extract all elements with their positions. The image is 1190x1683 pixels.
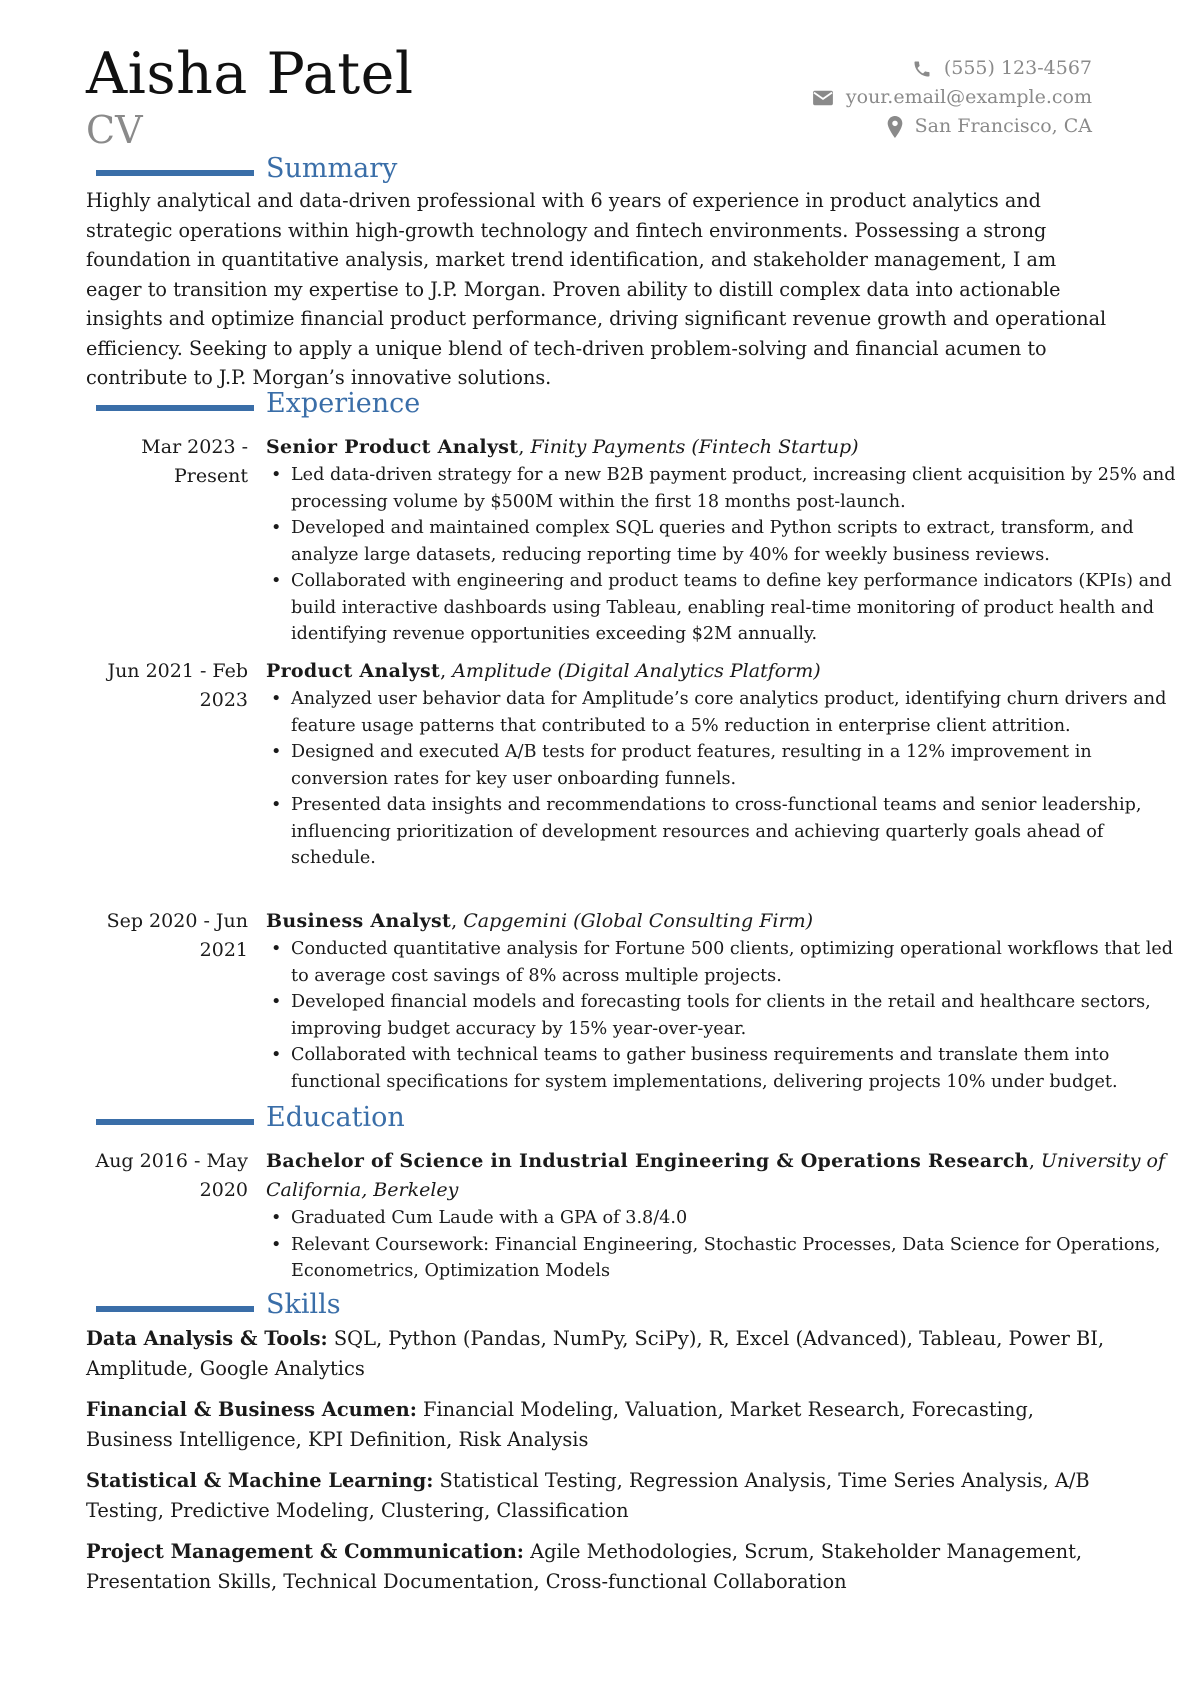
skill-label: Financial & Business Acumen: <box>86 1398 417 1421</box>
entry-heading: Business Analyst, Capgemini (Global Consulting Firm) <box>266 910 813 932</box>
document-subtitle: CV <box>86 108 143 152</box>
section-title: Summary <box>266 153 398 184</box>
skill-values: Financial Modeling, Valuation, Market Research, Forecasting, Business Intelligence, KPI Definition, Risk Analysis <box>86 1398 1034 1451</box>
envelope-icon <box>812 89 834 107</box>
skill-values: Agile Methodologies, Scrum, Stakeholder Management, Presentation Skills, Technical Documentation, Cross-functional Collaboration <box>86 1540 1083 1593</box>
section-title: Skills <box>266 1289 341 1320</box>
skill-label: Project Management & Communication: <box>86 1540 524 1563</box>
entry-date: Jun 2021 - Feb 2023 <box>107 660 248 711</box>
section-title: Experience <box>266 388 421 419</box>
skill-values: Statistical Testing, Regression Analysis, Time Series Analysis, A/B Testing, Predictive Modeling, Clustering, Classification <box>86 1469 1090 1522</box>
entry-body <box>266 907 1186 1095</box>
contact-email[interactable] <box>812 83 1092 112</box>
entry-heading: Product Analyst, Amplitude (Digital Analytics Platform) <box>266 660 821 682</box>
skill-label: Statistical & Machine Learning: <box>86 1469 434 1492</box>
contact-phone <box>812 54 1092 83</box>
skill-group <box>86 1395 1118 1454</box>
bullet-item: • Conducted quantitative analysis for Fortune 500 clients, optimizing operational workflows that led to average cost savings of 8% across multiple projects. <box>266 936 1186 989</box>
location-text: San Francisco, CA <box>914 115 1092 137</box>
map-pin-icon <box>887 116 903 138</box>
bullet-item: • Collaborated with engineering and product teams to define key performance indicators (KPIs) and build interactive dashboards using Tableau, enabling real-time monitoring of product health and identifying revenue opportunities exceeding $2M annually. <box>266 568 1186 648</box>
section-accent-bar <box>96 405 254 411</box>
bullet-item: • Graduated Cum Laude with a GPA of 3.8/4.0 <box>266 1205 1186 1232</box>
summary-paragraph: Highly analytical and data-driven professional with 6 years of experience in product analytics and strategic operations within high-growth technology and fintech environments. Possessing a strong foundation in quantitative analysis, market trend identification, and stakeholder management, I am eager to transition my expertise to J.P. Morgan. Proven ability to distill complex data into actionable insights and optimize financial product performance, driving significant revenue growth and operational efficiency. Seeking to apply a unique blend of tech-driven problem-solving and financial acumen to contribute to J.P. Morgan’s innovative solutions. <box>86 189 1107 389</box>
degree-title: Bachelor of Science in Industrial Engineering & Operations Research <box>266 1150 1029 1172</box>
section-accent-bar <box>96 1306 254 1312</box>
phone-text: (555) 123-4567 <box>943 57 1092 79</box>
bullet-item: • Analyzed user behavior data for Amplitude’s core analytics product, identifying churn drivers and feature usage patterns that contributed to a 5% reduction in enterprise client attrition. <box>266 686 1186 739</box>
bullet-list <box>266 936 1186 1095</box>
bullet-item: • Developed and maintained complex SQL queries and Python scripts to extract, transform, and analyze large datasets, reducing reporting time by 40% for weekly business reviews. <box>266 515 1186 568</box>
bullet-item: • Designed and executed A/B tests for product features, resulting in a 12% improvement in conversion rates for key user onboarding funnels. <box>266 739 1186 792</box>
organization: Finity Payments (Fintech Startup) <box>530 436 859 458</box>
skill-group <box>86 1324 1118 1383</box>
job-title: Business Analyst <box>266 910 452 932</box>
entry-body <box>266 657 1186 872</box>
institution: University of California, Berkeley <box>266 1150 1165 1201</box>
skill-group <box>86 1537 1118 1596</box>
entry-heading: Bachelor of Science in Industrial Engineering & Operations Research, University of California, Berkeley <box>266 1150 1165 1201</box>
entry-body <box>266 433 1186 648</box>
bullet-item: • Developed financial models and forecasting tools for clients in the retail and healthcare sectors, improving budget accuracy by 15% year-over-year. <box>266 989 1186 1042</box>
bullet-item: • Led data-driven strategy for a new B2B payment product, increasing client acquisition by 25% and processing volume by $500M within the first 18 months post-launch. <box>266 462 1186 515</box>
entry-body <box>266 1147 1186 1285</box>
entry-heading: Senior Product Analyst, Finity Payments (Fintech Startup) <box>266 436 859 458</box>
email-link[interactable]: your.email@example.com <box>845 86 1092 108</box>
bullet-list <box>266 686 1186 872</box>
bullet-item: • Presented data insights and recommendations to cross-functional teams and senior leadership, influencing prioritization of development resources and achieving quarterly goals ahead of schedule. <box>266 792 1186 872</box>
section-accent-bar <box>96 170 254 176</box>
job-title: Senior Product Analyst <box>266 436 519 458</box>
entry-date: Aug 2016 - May 2020 <box>95 1150 248 1201</box>
job-title: Product Analyst <box>266 660 441 682</box>
section-title: Education <box>266 1102 405 1133</box>
bullet-list <box>266 462 1186 648</box>
bullet-list <box>266 1205 1186 1285</box>
organization: Amplitude (Digital Analytics Platform) <box>452 660 821 682</box>
entry-date: Sep 2020 - Jun 2021 <box>106 910 248 961</box>
skill-group <box>86 1466 1118 1525</box>
bullet-item: • Collaborated with technical teams to gather business requirements and translate them into functional specifications for system implementations, delivering projects 10% under budget. <box>266 1042 1186 1095</box>
phone-icon <box>912 59 932 79</box>
skill-values: SQL, Python (Pandas, NumPy, SciPy), R, Excel (Advanced), Tableau, Power BI, Amplitude, Google Analytics <box>86 1327 1105 1380</box>
bullet-item: • Relevant Coursework: Financial Engineering, Stochastic Processes, Data Science for Operations, Econometrics, Optimization Models <box>266 1232 1186 1285</box>
organization: Capgemini (Global Consulting Firm) <box>463 910 813 932</box>
skills-list <box>86 1324 1118 1608</box>
entry-date: Mar 2023 - Present <box>141 436 248 487</box>
section-accent-bar <box>96 1119 254 1125</box>
skill-label: Data Analysis & Tools: <box>86 1327 328 1350</box>
contact-block <box>812 54 1092 141</box>
candidate-name: Aisha Patel <box>86 41 414 107</box>
contact-location <box>812 112 1092 141</box>
